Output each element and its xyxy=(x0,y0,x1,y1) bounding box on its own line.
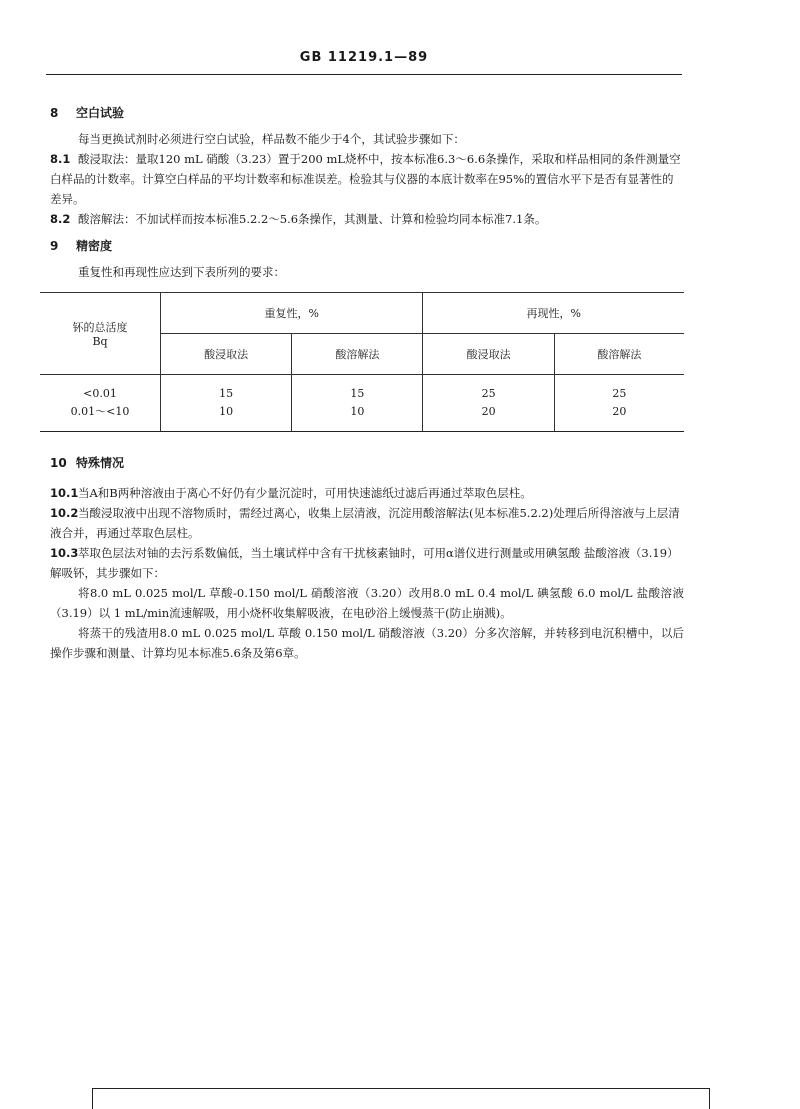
clause-8-1 xyxy=(50,149,684,209)
precision-table xyxy=(40,292,684,432)
clause-10-2 xyxy=(50,503,684,543)
value-r1-c4: 25 xyxy=(612,387,627,400)
value-r1-c3: 25 xyxy=(481,387,496,400)
clause-8-2-number: 8.2 xyxy=(50,212,71,226)
value-r1-c2: 15 xyxy=(350,387,365,400)
value-r2-c3: 20 xyxy=(481,405,496,418)
section-10-number: 10 xyxy=(50,456,67,470)
sub-header-3: 酸浸取法 xyxy=(423,334,554,375)
clause-10-3-text: 萃取色层法对铀的去污系数偏低，当土壤试样中含有干扰核素铀时，可用α谱仪进行测量或用碘氢酸 盐酸溶液（3.19）解吸钚，其步骤如下： xyxy=(50,546,679,580)
section-9-heading: 精密度 xyxy=(76,239,113,253)
sub-header-4: 酸溶解法 xyxy=(554,334,684,375)
group-header-repeatability: 重复性，% xyxy=(161,293,423,334)
table-cell-col2 xyxy=(292,375,423,432)
sub-header-1: 酸浸取法 xyxy=(161,334,292,375)
header-rule xyxy=(46,74,682,75)
clause-10-3-step-1: 将8.0 mL 0.025 mol/L 草酸-0.150 mol/L 硝酸溶液（3.20）改用8.0 mL 0.4 mol/L 碘氢酸 6.0 mol/L 盐酸溶液（3.19）以 1 mL/min流速解吸，用小烧杯收集解吸液，在电砂浴上缓慢蒸干(防止崩溅)。 xyxy=(50,586,684,620)
clause-8-1-text: 酸浸取法：量取120 mL 硝酸（3.23）置于200 mL烧杯中，按本标准6.3～6.6条操作，采取和样品相同的条件测量空白样品的计数率。计算空白样品的平均计数率和标准误差。检验其与仪器的本底计数率在95%的置信水平下是否有显著性的差异。 xyxy=(50,152,681,206)
value-r2-c1: 10 xyxy=(219,405,234,418)
section-9-number: 9 xyxy=(50,239,59,253)
clause-8-2 xyxy=(50,209,684,229)
clause-10-1-text: 当A和B两种溶液由于离心不好仍有少量沉淀时，可用快速滤纸过滤后再通过萃取色层柱。 xyxy=(78,486,532,500)
document-body xyxy=(50,104,684,663)
clause-10-2-number: 10.2 xyxy=(50,506,79,520)
table-cell-col1 xyxy=(161,375,292,432)
row-header-line1: 钚的总活度 xyxy=(72,321,128,334)
clause-10-3-number: 10.3 xyxy=(50,546,79,560)
clause-10-3 xyxy=(50,543,684,583)
section-8-intro: 每当更换试剂时必须进行空白试验，样品数不能少于4个，其试验步骤如下： xyxy=(78,132,465,146)
table-cell-col3 xyxy=(423,375,554,432)
row-label-2: 0.01～<10 xyxy=(70,405,130,418)
section-10-heading: 特殊情况 xyxy=(76,456,125,470)
document-header: GB 11219.1—89 xyxy=(299,50,429,65)
value-r1-c1: 15 xyxy=(219,387,234,400)
section-9-intro: 重复性和再现性应达到下表所列的要求： xyxy=(78,265,285,279)
clause-10-2-text: 当酸浸取液中出现不溶物质时，需经过离心，收集上层清液，沉淀用酸溶解法(见本标准5.2.2)处理后所得溶液与上层清液合并，再通过萃取色层柱。 xyxy=(50,506,680,540)
footer-frame xyxy=(92,1088,710,1109)
section-10-title xyxy=(50,454,684,471)
clause-10-1-number: 10.1 xyxy=(50,486,79,500)
clause-10-1 xyxy=(50,483,684,503)
table-row-header xyxy=(40,293,161,375)
section-9-title xyxy=(50,237,684,254)
sub-header-2: 酸溶解法 xyxy=(292,334,423,375)
value-r2-c4: 20 xyxy=(612,405,627,418)
group-header-reproducibility: 再现性，% xyxy=(423,293,684,334)
clause-8-2-text: 酸溶解法：不加试样而按本标准5.2.2～5.6条操作，其测量、计算和检验均同本标准7.1条。 xyxy=(78,212,547,226)
section-8-title xyxy=(50,104,684,121)
section-8-heading: 空白试验 xyxy=(76,106,125,120)
row-label-1: <0.01 xyxy=(83,387,117,400)
value-r2-c2: 10 xyxy=(350,405,365,418)
table-cell-labels xyxy=(40,375,161,432)
row-header-line2: Bq xyxy=(92,335,108,348)
clause-10-3-step-2: 将蒸干的残渣用8.0 mL 0.025 mol/L 草酸 0.150 mol/L 硝酸溶液（3.20）分多次溶解，并转移到电沉积槽中，以后操作步骤和测量、计算均见本标准5.6条及第6章。 xyxy=(50,626,684,660)
clause-8-1-number: 8.1 xyxy=(50,152,71,166)
section-8-number: 8 xyxy=(50,106,59,120)
table-cell-col4 xyxy=(554,375,684,432)
